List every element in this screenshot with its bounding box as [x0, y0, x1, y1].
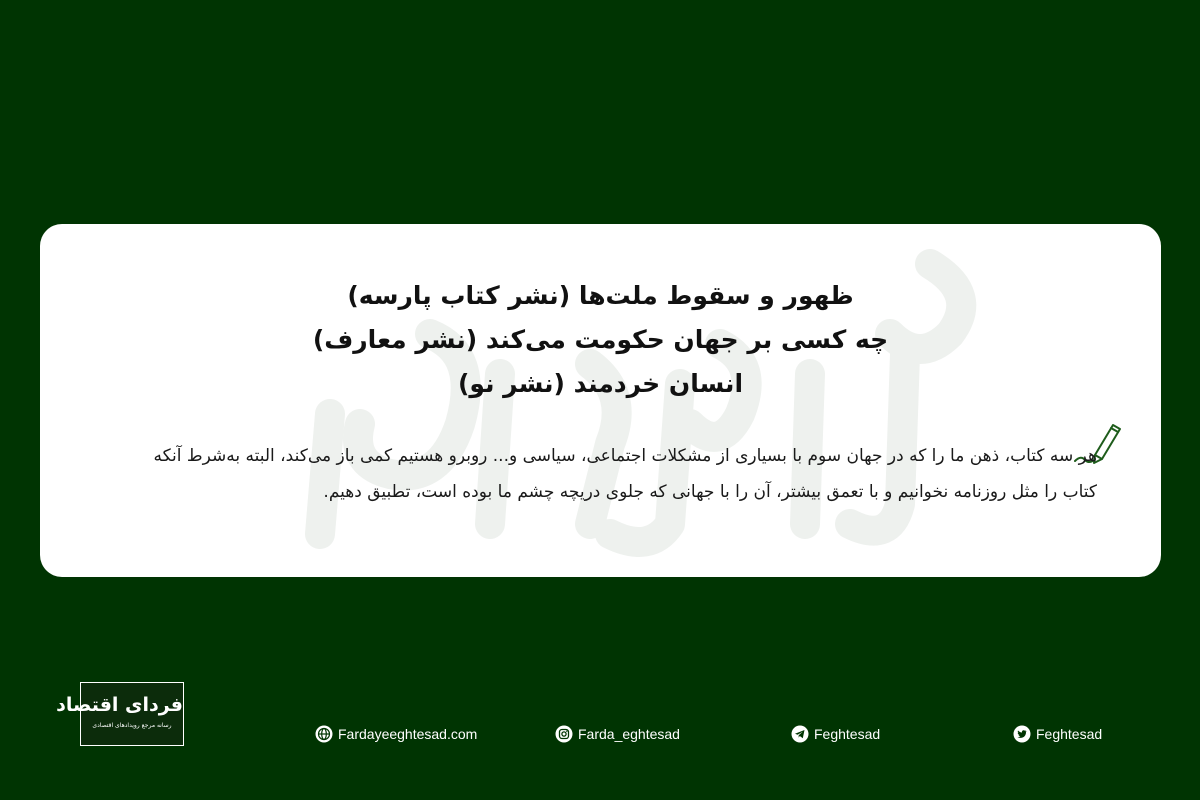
twitter-link[interactable] [1013, 723, 1102, 745]
quote-card [40, 224, 1161, 577]
logo-subtitle: رسانه مرجع رویدادهای اقتصادی [92, 722, 172, 729]
twitter-icon [1013, 725, 1031, 743]
book-title: ظهور و سقوط ملت‌ها (نشر کتاب پارسه) [347, 281, 854, 310]
website-label: Fardayeeghtesad.com [338, 726, 478, 742]
website-link[interactable] [315, 723, 477, 745]
instagram-icon [555, 725, 573, 743]
telegram-label: Feghtesad [814, 726, 881, 742]
brand-logo [56, 682, 184, 746]
instagram-link[interactable] [555, 723, 680, 745]
globe-icon [315, 725, 333, 743]
telegram-icon [791, 725, 809, 743]
logo-title: فردای اقتصاد [56, 694, 183, 716]
book-title: انسان خردمند (نشر نو) [457, 369, 744, 398]
book-title: چه کسی بر جهان حکومت می‌کند (نشر معارف) [312, 325, 889, 354]
book-titles [40, 274, 1161, 406]
body-paragraph: هر سه کتاب، ذهن ما را که در جهان سوم با بسیاری از مشکلات اجتماعی، سیاسی و... روبرو هستیم کمی باز می‌کند، البته به‌شرط آنکه کتاب را مثل روزنامه نخوانیم و با تعمق بیشتر، آن را با جهانی که جلوی دریچه چشم ما بوده است، تطبیق دهیم. [153, 446, 1097, 502]
telegram-link[interactable] [791, 723, 880, 745]
instagram-label: Farda_eghtesad [578, 726, 680, 742]
twitter-label: Feghtesad [1036, 726, 1103, 742]
